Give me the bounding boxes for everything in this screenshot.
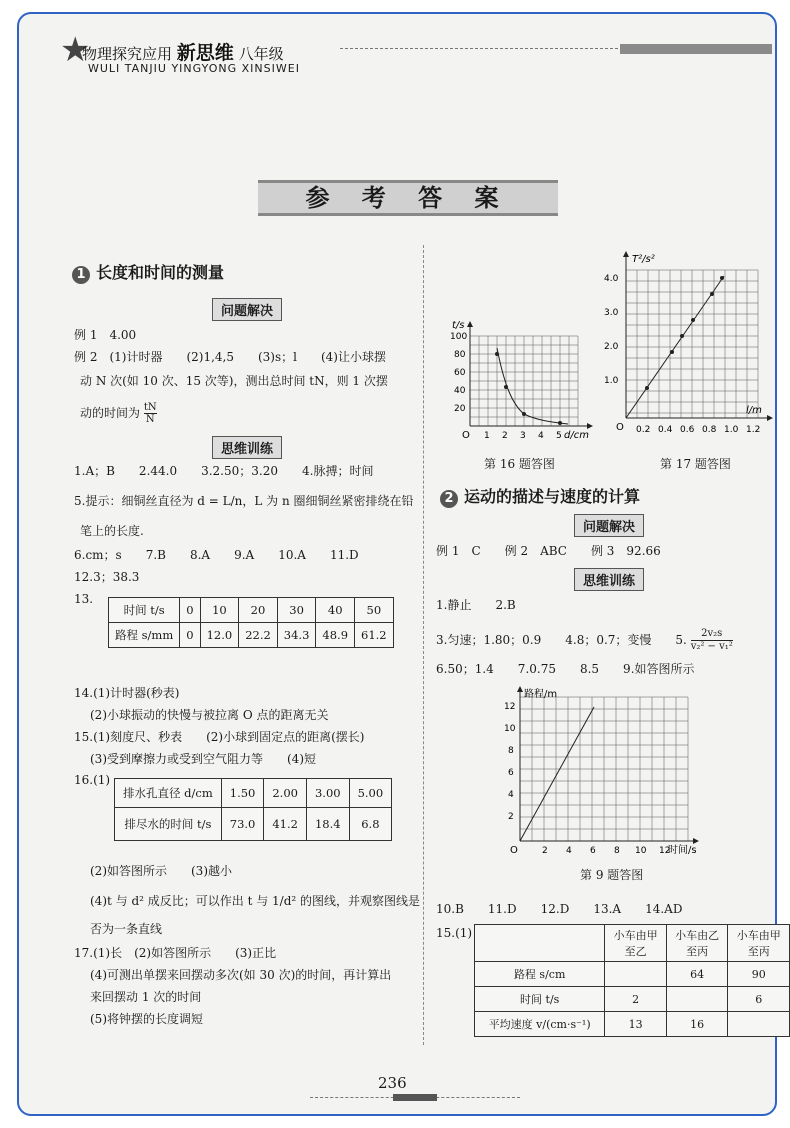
x-tick-label: 12 [659, 846, 671, 856]
table-cell: 64 [666, 962, 728, 987]
x-tick-label: 0.4 [658, 425, 673, 435]
figure-16-caption: 第 16 题答图 [484, 457, 555, 471]
answer-16-line-3: (4)t 与 d² 成反比；可以作出 t 与 1/d² 的图线，并观察图线是 [90, 894, 421, 908]
data-point [558, 421, 562, 425]
x-tick-label: 0.8 [702, 425, 717, 435]
x-tick-label: 1 [484, 431, 490, 441]
table-cell: 路程 s/cm [475, 962, 605, 987]
table-cell: 20 [239, 598, 278, 623]
x-tick-label: 6 [590, 846, 596, 856]
figure-17-chart [600, 250, 775, 450]
x-tick-label: 4 [566, 846, 572, 856]
data-point [720, 276, 724, 280]
data-point [710, 292, 714, 296]
x-axis-label: 时间/s [668, 845, 697, 856]
section-2-examples: 例 1 C 例 2 ABC 例 3 92.66 [436, 544, 661, 558]
table-cell: 61.2 [355, 623, 394, 648]
answers-2-1-2: 1.静止 2.B [436, 598, 516, 612]
table-cell: 6.8 [349, 808, 392, 841]
footer-bar [393, 1094, 437, 1101]
y-tick-label: 40 [454, 386, 466, 396]
answers-6-11: 6.cm；s 7.B 8.A 9.A 10.A 11.D [74, 548, 359, 562]
x-tick-label: 2 [502, 431, 508, 441]
table-cell: 16 [666, 1012, 728, 1037]
x-axis-label: l/m [746, 405, 762, 416]
table-row [109, 598, 394, 623]
data-point [691, 318, 695, 322]
y-tick-label: 3.0 [604, 308, 619, 318]
answer-17-line-3: 来回摆动 1 次的时间 [90, 990, 202, 1004]
table-cell: 13 [605, 1012, 667, 1037]
tag-problem-solving-2: 问题解决 [574, 514, 644, 537]
table-cell: 50 [355, 598, 394, 623]
table-row [475, 962, 790, 987]
x-tick-label: 1.2 [746, 425, 761, 435]
y-tick-label: 8 [508, 746, 514, 756]
answer-16-line-2: (2)如答图所示 (3)越小 [90, 864, 232, 878]
answers-2-6-9: 6.50；1.4 7.0.75 8.5 9.如答图所示 [436, 662, 695, 676]
x-tick-label: 5 [556, 431, 562, 441]
y-axis-label: T²/s² [632, 254, 655, 265]
origin-label: O [510, 845, 518, 856]
x-tick-label: 4 [538, 431, 544, 441]
answers-1-4: 1.A；B 2.44.0 3.2.50；3.20 4.脉搏；时间 [74, 464, 374, 478]
answer-5-line-1: 5.提示：细铜丝直径为 d = L/n，L 为 n 圈细铜丝紧密排绕在铅 [74, 494, 414, 508]
answer-16-label: 16.(1) [74, 773, 111, 787]
answer-2-15-label: 15.(1) [436, 926, 473, 940]
y-tick-label: 60 [454, 368, 466, 378]
table-cell: 1.50 [221, 779, 264, 808]
answers-2-10-14: 10.B 11.D 12.D 13.A 14.AD [436, 902, 683, 916]
answer-15-line-2: (3)受到摩擦力或受到空气阻力等 (4)短 [90, 752, 316, 766]
y-tick-label: 10 [504, 724, 516, 734]
table-13 [108, 597, 394, 648]
column-divider [423, 245, 424, 1045]
series-title: 物理探究应用 新思维 八年级 [82, 42, 284, 64]
answer-14-line-1: 14.(1)计时器(秒表) [74, 686, 180, 700]
answers-banner: 参 考 答 案 [258, 180, 558, 216]
y-axis-label: 路程/m [524, 689, 558, 700]
series-pinyin: WULI TANJIU YINGYONG XINSIWEI [88, 62, 300, 75]
star-logo-icon: ★ [60, 30, 91, 70]
table-16 [114, 778, 392, 841]
table-row [115, 808, 392, 841]
section-1-title: 1 长度和时间的测量 [72, 260, 224, 284]
answer-17-line-2: (4)可测出单摆来回摆动多次(如 30 次)的时间，再计算出 [90, 968, 392, 982]
tag-problem-solving-1: 问题解决 [212, 298, 282, 321]
figure-9-caption: 第 9 题答图 [580, 868, 644, 882]
data-point [645, 386, 649, 390]
table-cell [475, 925, 605, 962]
table-cell: 12.0 [200, 623, 239, 648]
table-cell: 40 [316, 598, 355, 623]
table-cell: 2.00 [264, 779, 307, 808]
table-cell: 3.00 [306, 779, 349, 808]
example-2-line-2: 动 N 次(如 10 次、15 次等)，测出总时间 tN，则 1 次摆 [80, 374, 388, 388]
x-tick-label: 0.2 [636, 425, 651, 435]
table-cell: 48.9 [316, 623, 355, 648]
origin-label: O [462, 430, 470, 441]
x-tick-label: 1.0 [724, 425, 739, 435]
x-axis-label: d/cm [564, 430, 589, 441]
x-tick-label: 10 [635, 846, 647, 856]
data-point [504, 385, 508, 389]
y-tick-label: 2.0 [604, 342, 619, 352]
table-row [475, 1012, 790, 1037]
table-cell: 0 [180, 598, 200, 623]
y-tick-label: 80 [454, 350, 466, 360]
table-cell: 34.3 [277, 623, 316, 648]
table-cell: 10 [200, 598, 239, 623]
y-tick-label: 4 [508, 790, 514, 800]
table-cell [728, 1012, 790, 1037]
x-tick-label: 2 [542, 846, 548, 856]
table-row [475, 925, 790, 962]
page-number: 236 [378, 1074, 407, 1092]
table-cell: 小车由乙至丙 [666, 925, 728, 962]
data-point [670, 350, 674, 354]
table-row [115, 779, 392, 808]
answer-13-label: 13. [74, 592, 94, 606]
table-cell: 41.2 [264, 808, 307, 841]
header-bar [620, 44, 772, 54]
data-point [522, 412, 526, 416]
y-tick-label: 2 [508, 812, 514, 822]
answers-2-3-5: 3.匀速；1.80；0.9 4.8；0.7；变慢 5. $\frac{\text{2v₂s}}{\text{v₂² − v₁²}}$ [436, 628, 733, 652]
y-tick-label: 100 [450, 332, 468, 342]
section-2-title: 2 运动的描述与速度的计算 [440, 484, 640, 508]
y-axis-label: t/s [452, 320, 465, 331]
table-cell [605, 962, 667, 987]
answer-12: 12.3；38.3 [74, 570, 140, 584]
table-cell [666, 987, 728, 1012]
table-cell: 30 [277, 598, 316, 623]
table-cell: 0 [180, 623, 200, 648]
table-cell: 73.0 [221, 808, 264, 841]
table-cell: 6 [728, 987, 790, 1012]
data-point [680, 334, 684, 338]
header-divider [340, 48, 618, 49]
example-1: 例 1 4.00 [74, 328, 137, 342]
y-tick-label: 20 [454, 404, 466, 414]
answer-5-line-2: 笔上的长度. [80, 524, 144, 538]
example-2-line-1: 例 2 (1)计时器 (2)1,4,5 (3)s；l (4)让小球摆 [74, 350, 386, 364]
x-tick-label: 3 [520, 431, 526, 441]
table-cell: 小车由甲至丙 [728, 925, 790, 962]
table-15 [474, 924, 790, 1037]
table-row [475, 987, 790, 1012]
data-point [495, 352, 499, 356]
y-tick-label: 6 [508, 768, 514, 778]
table-row [109, 623, 394, 648]
answer-17-line-1: 17.(1)长 (2)如答图所示 (3)正比 [74, 946, 277, 960]
distance-time-line [520, 707, 594, 841]
table-cell: 小车由甲至乙 [605, 925, 667, 962]
answer-17-line-4: (5)将钟摆的长度调短 [90, 1012, 203, 1026]
y-tick-label: 4.0 [604, 274, 619, 284]
tag-thinking-training-1: 思维训练 [212, 436, 282, 459]
table-cell: 平均速度 v/(cm·s⁻¹) [475, 1012, 605, 1037]
table-cell: 5.00 [349, 779, 392, 808]
answer-16-line-4: 否为一条直线 [90, 922, 163, 936]
table-cell: 路程 s/mm [109, 623, 180, 648]
table-cell: 90 [728, 962, 790, 987]
table-cell: 22.2 [239, 623, 278, 648]
table-cell: 时间 t/s [475, 987, 605, 1012]
answer-14-line-2: (2)小球振动的快慢与被拉离 O 点的距离无关 [90, 708, 329, 722]
tag-thinking-training-2: 思维训练 [574, 568, 644, 591]
x-tick-label: 0.6 [680, 425, 695, 435]
figure-17-caption: 第 17 题答图 [660, 457, 731, 471]
example-2-line-3: 动的时间为 $\frac{tN}{N}$ [80, 402, 157, 425]
y-tick-label: 1.0 [604, 376, 619, 386]
x-tick-label: 8 [614, 846, 620, 856]
table-cell: 排水孔直径 d/cm [115, 779, 222, 808]
table-cell: 时间 t/s [109, 598, 180, 623]
table-cell: 2 [605, 987, 667, 1012]
origin-label: O [616, 422, 624, 433]
figure-9-chart [484, 685, 704, 861]
answer-15-line-1: 15.(1)刻度尺、秒表 (2)小球到固定点的距离(摆长) [74, 730, 365, 744]
table-cell: 18.4 [306, 808, 349, 841]
table-cell: 排尽水的时间 t/s [115, 808, 222, 841]
y-tick-label: 12 [504, 702, 516, 712]
figure-16-chart [440, 318, 600, 446]
